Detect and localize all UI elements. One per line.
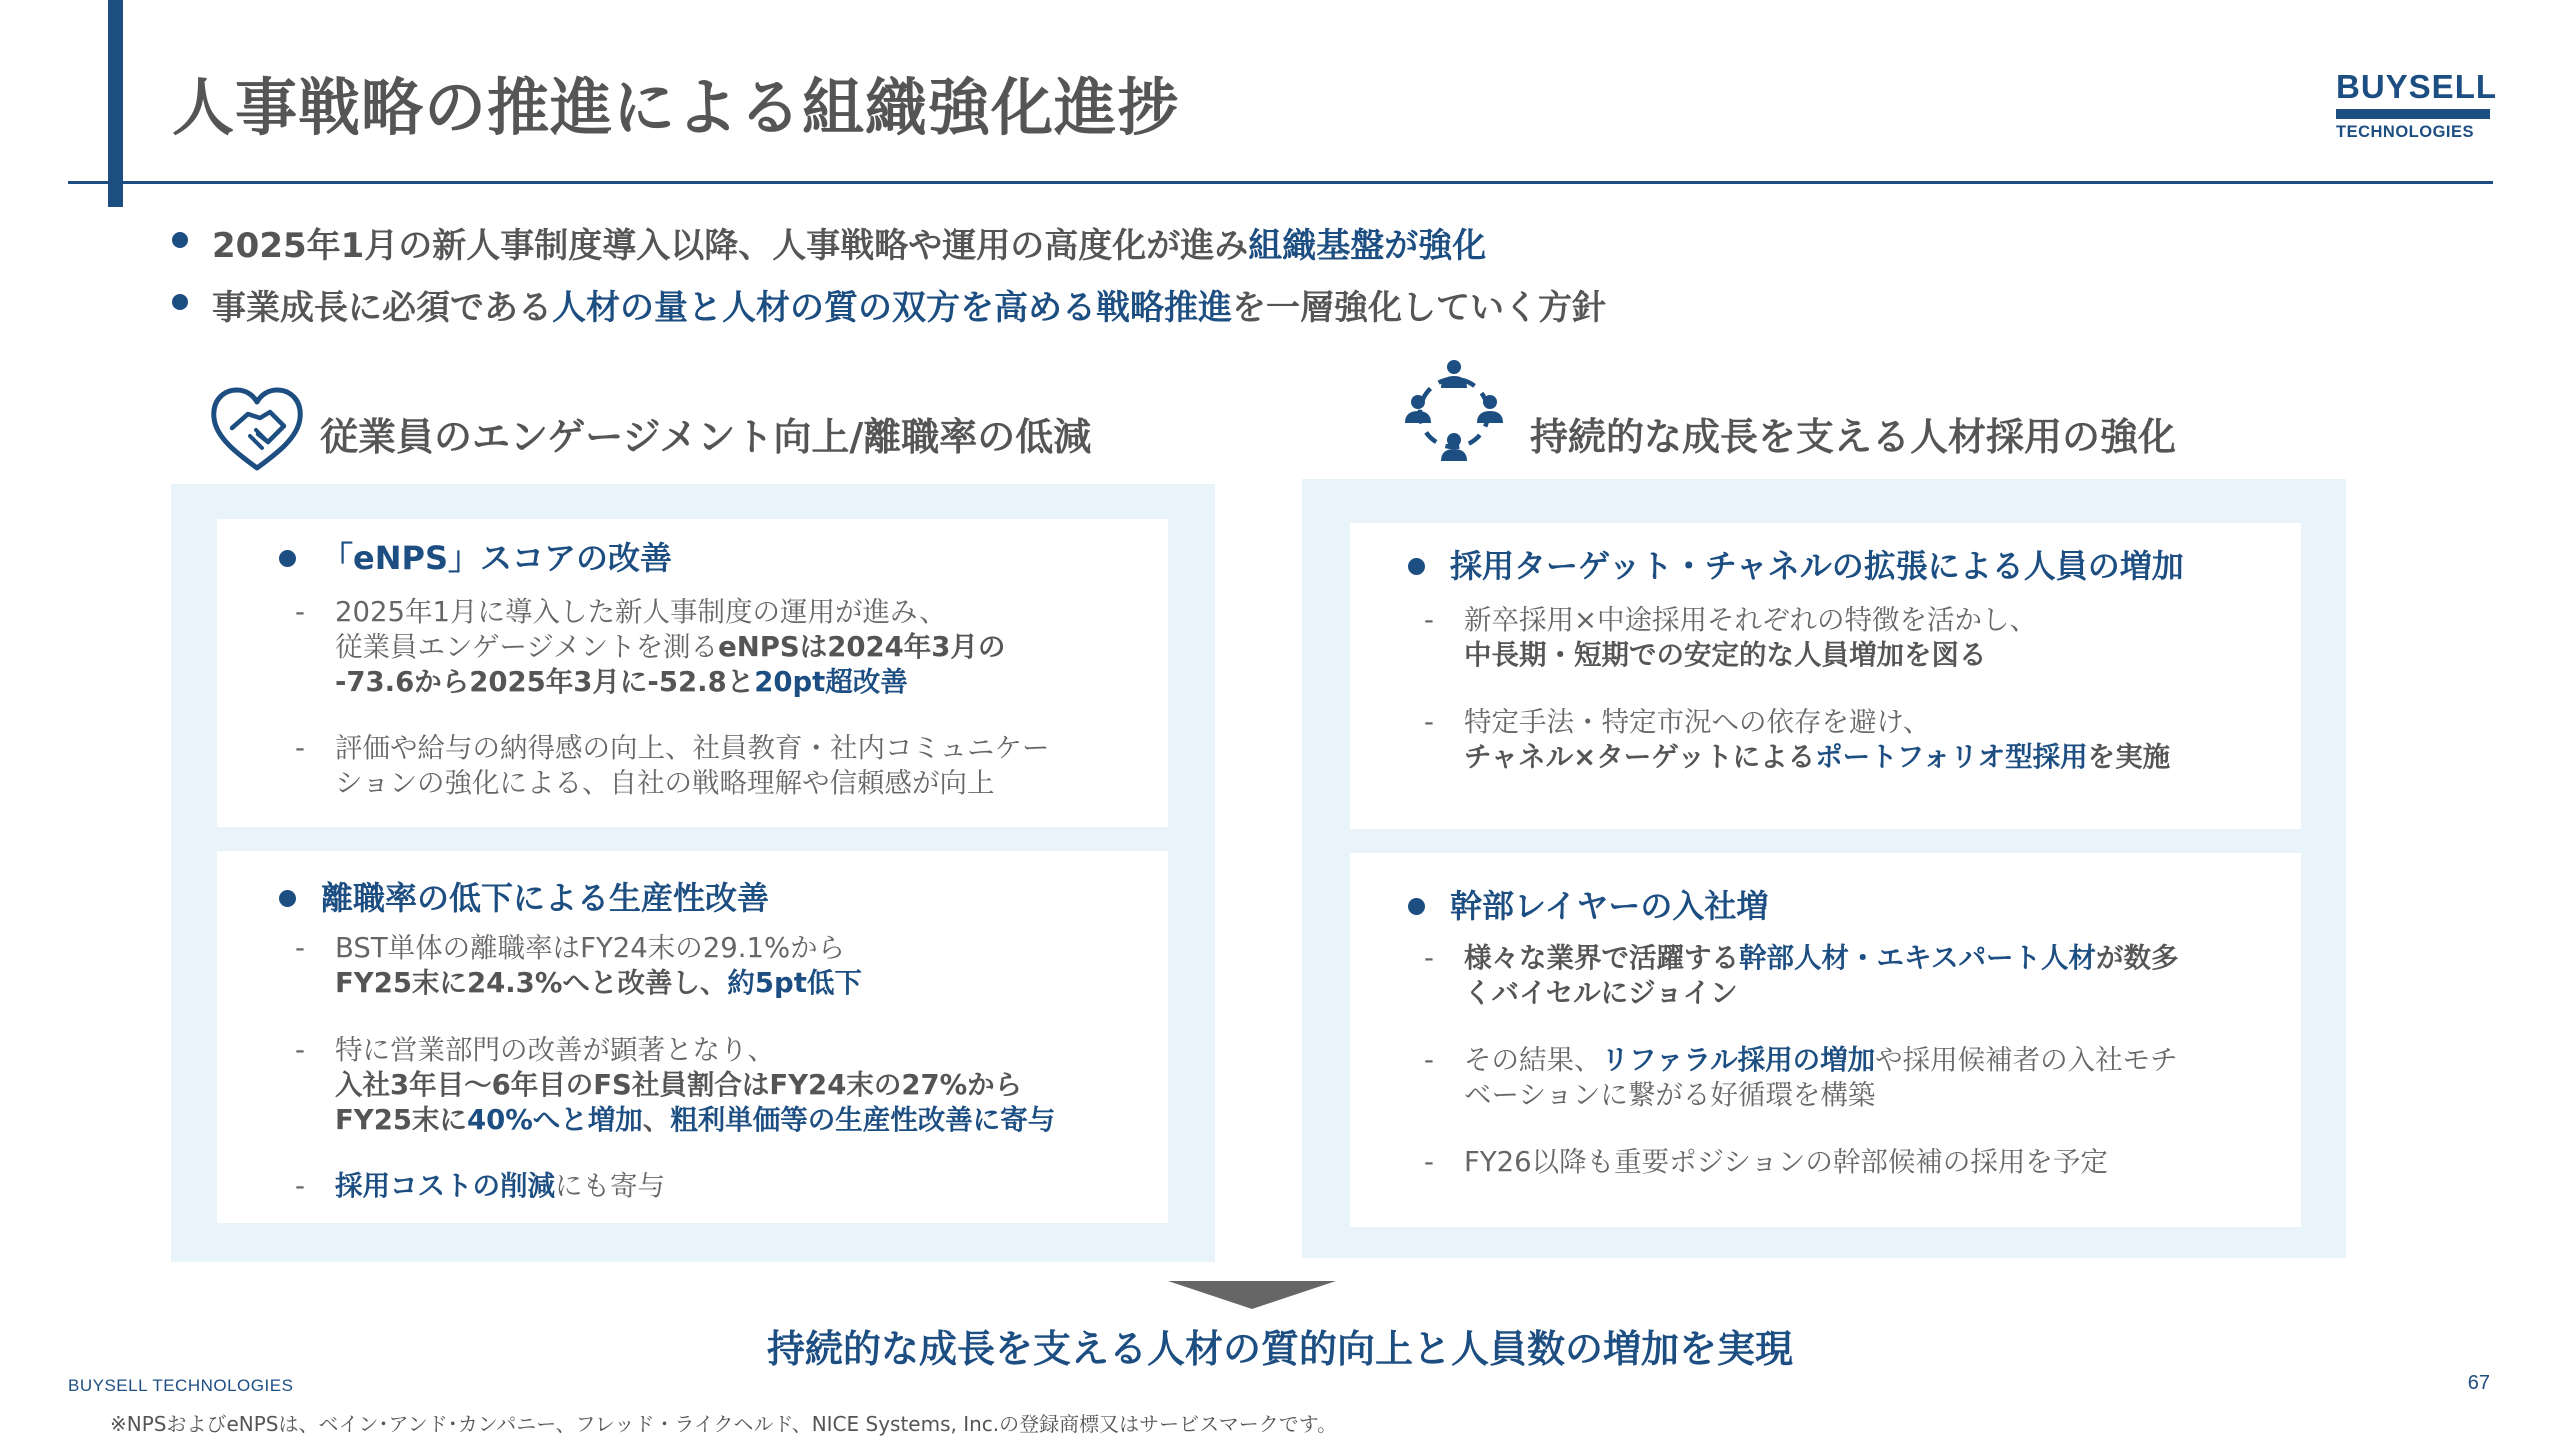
left-card-enps (217, 519, 1168, 827)
right-card-channels (1350, 523, 2301, 829)
list-item: - 評価や給与の納得感の向上、社員教育・社内コミュニケー ションの強化による、自社の戦略理解や信頼感が向上 (295, 732, 1050, 799)
bullet-dot (172, 294, 188, 310)
intro-bullet-1 (172, 218, 1486, 267)
list-item: - 2025年1月に導入した新人事制度の運用が進み、 従業員エンゲージメントを測るeNPSは2024年3月の -73.6から2025年3月に-52.8と20pt超改善 (295, 596, 1006, 698)
intro-bullet-2 (172, 280, 1606, 329)
conclusion-text: 持続的な成長を支える人材の質的向上と人員数の増加を実現 (766, 1327, 1793, 1371)
card-heading: 「eNPS」スコアの改善 (279, 537, 672, 579)
card-heading: 離職率の低下による生産性改善 (279, 877, 769, 919)
bullet-dot (1408, 558, 1425, 575)
list-item: - その結果、リファラル採用の増加や採用候補者の入社モチ ベーションに繋がる好循環を構築 (1424, 1044, 2178, 1111)
card-heading: 採用ターゲット・チャネルの拡張による人員の増加 (1408, 545, 2184, 587)
bullet-dot (279, 890, 296, 907)
intro-text: を一層強化していく方針 (1232, 288, 1606, 328)
down-arrow-icon (1168, 1281, 1336, 1309)
title-divider (68, 181, 2493, 184)
intro-highlight: 組織基盤が強化 (1248, 226, 1487, 266)
list-item: - FY26以降も重要ポジションの幹部候補の採用を予定 (1424, 1146, 2108, 1178)
logo-bar (2336, 109, 2490, 119)
page-number: 67 (2467, 1372, 2490, 1394)
intro-highlight: 人材の量と人材の質の双方を高める戦略推進 (552, 288, 1232, 328)
page-title: 人事戦略の推進による組織強化進捗 (172, 71, 1181, 144)
bullet-dot (172, 232, 188, 248)
network-people-icon (1404, 358, 1504, 468)
left-card-turnover (217, 851, 1168, 1223)
list-item: - 特定手法・特定市況への依存を避け、 チャネル×ターゲットによるポートフォリオ型採用を実施 (1424, 706, 2171, 773)
right-card-executives (1350, 853, 2301, 1227)
list-item: - 様々な業界で活躍する幹部人材・エキスパート人材が数多 くバイセルにジョイン (1424, 942, 2179, 1009)
logo-wordmark: BUYSELL (2336, 68, 2498, 105)
card-heading: 幹部レイヤーの入社増 (1408, 885, 1768, 927)
bullet-dot (1408, 898, 1425, 915)
left-section-title: 従業員のエンゲージメント向上/離職率の低減 (320, 415, 1092, 459)
intro-text: 事業成長に必須である (212, 288, 552, 328)
company-logo (2336, 68, 2498, 141)
logo-subtext: TECHNOLOGIES (2336, 123, 2475, 141)
heart-handshake-icon (208, 384, 306, 474)
list-item: - 特に営業部門の改善が顕著となり、 入社3年目～6年目のFS社員割合はFY24末の27%から FY25末に40%へと増加、粗利単価等の生産性改善に寄与 (295, 1034, 1056, 1136)
trademark-footnote: ※NPSおよびeNPSは、ベイン･アンド･カンパニー、フレッド・ライクヘルド、NICE Systems, Inc.の登録商標又はサービスマークです。 (110, 1412, 1338, 1436)
intro-text: 2025年1月の新人事制度導入以降、人事戦略や運用の高度化が進み (212, 226, 1249, 266)
bullet-dot (279, 550, 296, 567)
header-accent-bar (108, 0, 123, 207)
footer-brand: BUYSELL TECHNOLOGIES (68, 1376, 294, 1395)
right-section-title: 持続的な成長を支える人材採用の強化 (1530, 415, 2177, 459)
list-item: - BST単体の離職率はFY24末の29.1%から FY25末に24.3%へと改善し、約5pt低下 (295, 932, 862, 999)
list-item: - 新卒採用×中途採用それぞれの特徴を活かし、 中長期・短期での安定的な人員増加を図る (1424, 604, 2038, 671)
list-item: - 採用コストの削減にも寄与 (295, 1170, 665, 1202)
